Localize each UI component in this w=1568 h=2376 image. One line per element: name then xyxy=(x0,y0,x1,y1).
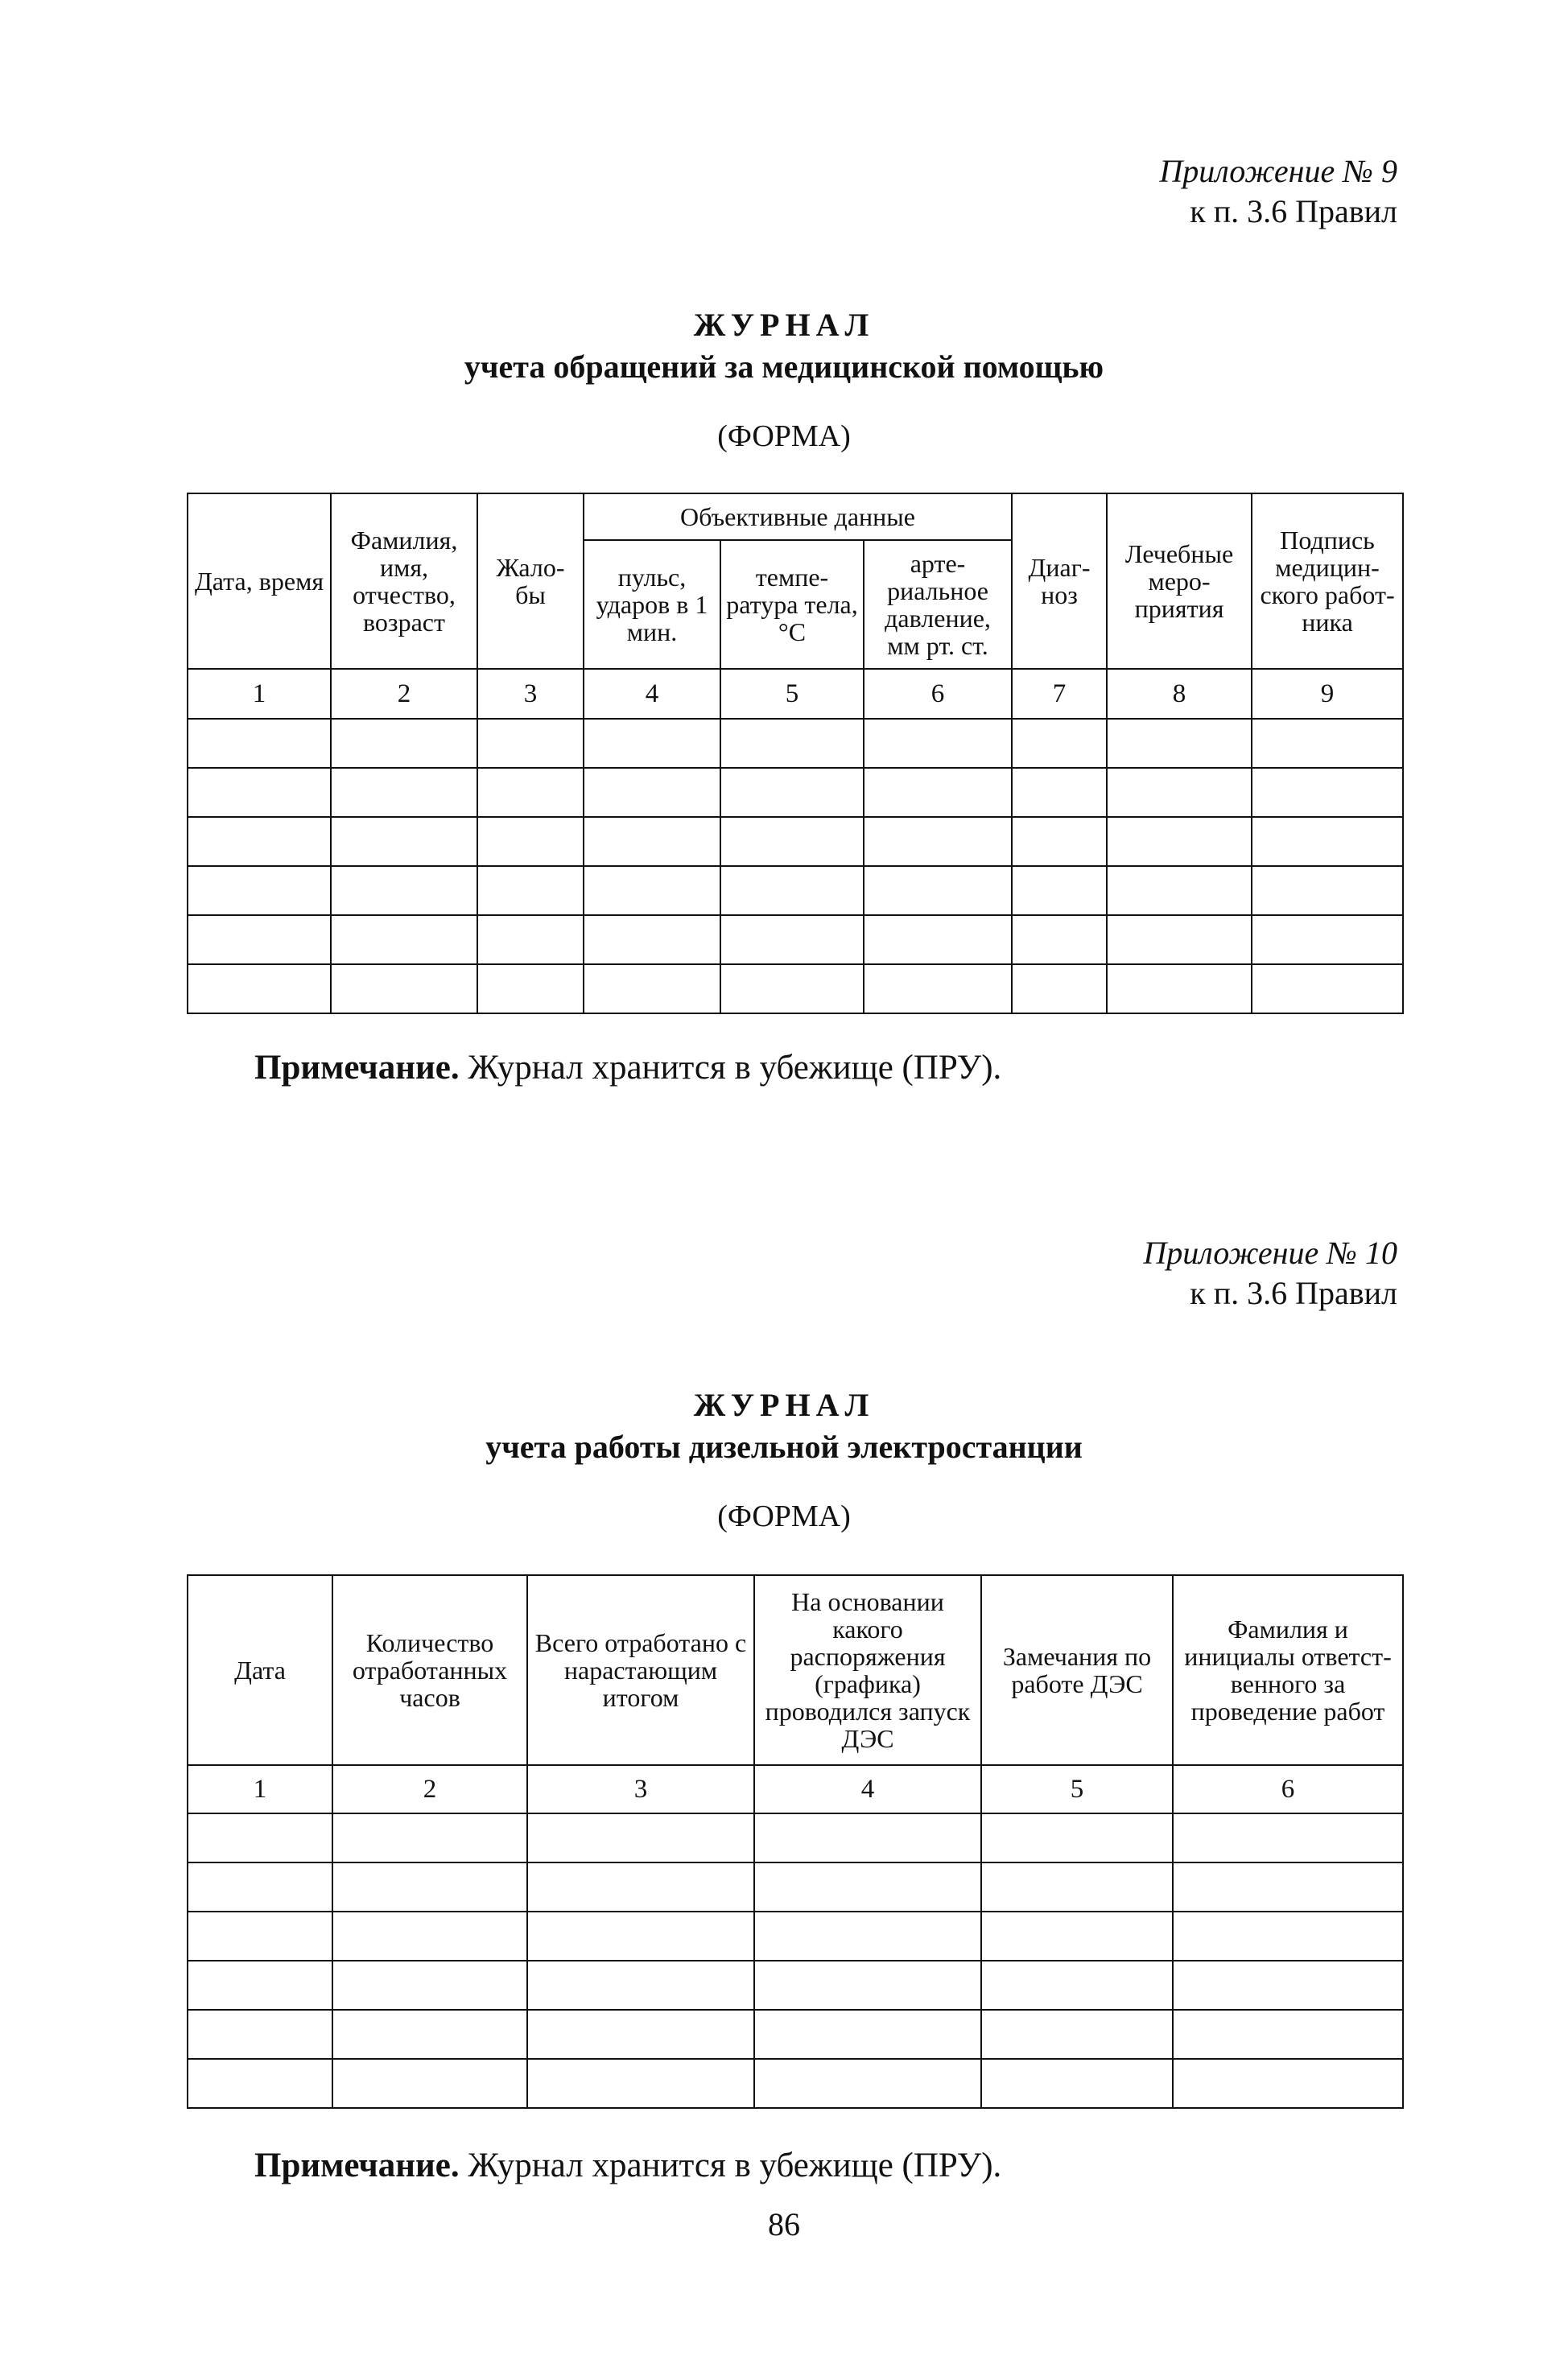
empty-cell xyxy=(981,1813,1173,1862)
empty-cell xyxy=(864,964,1012,1013)
empty-cell xyxy=(527,1813,754,1862)
journal-2-title: ЖУРНАЛ xyxy=(693,1387,875,1423)
column-number: 2 xyxy=(332,1765,527,1813)
empty-cell xyxy=(331,817,477,866)
empty-cell xyxy=(188,817,331,866)
empty-cell xyxy=(331,768,477,817)
empty-cell xyxy=(720,915,864,964)
empty-cell xyxy=(754,2059,981,2108)
appendix-10-header xyxy=(1143,1233,1397,1314)
column-number: 7 xyxy=(1012,669,1107,719)
header-signature: Подпись медицин- ского работ- ника xyxy=(1252,493,1403,669)
empty-cell xyxy=(188,2010,332,2059)
empty-cell xyxy=(981,1961,1173,2010)
empty-cell xyxy=(188,768,331,817)
empty-table-row xyxy=(188,768,1403,817)
appendix-9-label: Приложение № 9 xyxy=(1159,153,1397,189)
journal-1-title: ЖУРНАЛ xyxy=(693,307,875,343)
note-text: Журнал хранится в убежище (ПРУ). xyxy=(459,2147,1002,2184)
journal-1-title-block xyxy=(0,304,1568,388)
column-number-row xyxy=(188,669,1403,719)
empty-cell xyxy=(1252,915,1403,964)
empty-table-row xyxy=(188,964,1403,1013)
empty-cell xyxy=(1173,2010,1403,2059)
header-remarks: Замечания по работе ДЭС xyxy=(981,1575,1173,1765)
column-number: 8 xyxy=(1107,669,1252,719)
empty-cell xyxy=(477,768,584,817)
empty-cell xyxy=(331,866,477,915)
empty-cell xyxy=(1012,866,1107,915)
empty-cell xyxy=(981,2010,1173,2059)
empty-cell xyxy=(188,1862,332,1912)
journal-2-table xyxy=(187,1574,1404,2109)
header-full-name: Фамилия, имя, отчество, возраст xyxy=(331,493,477,669)
journal-1-table xyxy=(187,493,1404,1014)
empty-cell xyxy=(1107,768,1252,817)
column-number: 4 xyxy=(754,1765,981,1813)
page-number: 86 xyxy=(768,2206,800,2242)
note-label: Примечание. xyxy=(254,2147,460,2184)
appendix-9-reference: к п. 3.6 Правил xyxy=(1190,193,1397,229)
empty-cell xyxy=(527,2059,754,2108)
note-label: Примечание. xyxy=(254,1049,460,1087)
empty-cell xyxy=(477,817,584,866)
empty-cell xyxy=(332,1813,527,1862)
empty-cell xyxy=(477,866,584,915)
empty-cell xyxy=(720,817,864,866)
empty-cell xyxy=(864,866,1012,915)
empty-table-row xyxy=(188,1813,1403,1862)
empty-table-row xyxy=(188,2059,1403,2108)
empty-table-row xyxy=(188,2010,1403,2059)
column-number: 9 xyxy=(1252,669,1403,719)
empty-cell xyxy=(1252,768,1403,817)
header-hours-worked: Количество отработанных часов xyxy=(332,1575,527,1765)
empty-cell xyxy=(864,817,1012,866)
header-temperature: темпе- ратура тела, °С xyxy=(720,540,864,669)
empty-cell xyxy=(332,1862,527,1912)
appendix-9-header xyxy=(1159,151,1397,232)
empty-cell xyxy=(477,964,584,1013)
empty-cell xyxy=(584,768,720,817)
empty-cell xyxy=(720,768,864,817)
empty-cell xyxy=(477,719,584,768)
empty-cell xyxy=(720,866,864,915)
empty-cell xyxy=(1173,1813,1403,1862)
empty-cell xyxy=(1012,915,1107,964)
header-date-time: Дата, время xyxy=(188,493,331,669)
header-responsible-person: Фамилия и инициалы ответст- венного за проведение работ xyxy=(1173,1575,1403,1765)
empty-cell xyxy=(527,1961,754,2010)
header-pulse: пульс, ударов в 1 мин. xyxy=(584,540,720,669)
empty-cell xyxy=(331,719,477,768)
column-number-row xyxy=(188,1765,1403,1813)
column-number: 5 xyxy=(981,1765,1173,1813)
header-total-worked: Всего отработано с нарастающим итогом xyxy=(527,1575,754,1765)
empty-cell xyxy=(754,1862,981,1912)
empty-table-row xyxy=(188,817,1403,866)
empty-cell xyxy=(720,964,864,1013)
journal-1-form-label: (ФОРМА) xyxy=(717,419,851,453)
header-launch-basis: На основании какого распоряжения (графика) проводился запуск ДЭС xyxy=(754,1575,981,1765)
header-treatment: Лечебные меро- приятия xyxy=(1107,493,1252,669)
empty-cell xyxy=(1107,915,1252,964)
empty-cell xyxy=(1107,866,1252,915)
column-number: 4 xyxy=(584,669,720,719)
empty-cell xyxy=(1173,1961,1403,2010)
header-diagnosis: Диаг- ноз xyxy=(1012,493,1107,669)
empty-cell xyxy=(754,1813,981,1862)
empty-cell xyxy=(1252,817,1403,866)
column-number: 1 xyxy=(188,1765,332,1813)
empty-cell xyxy=(1107,719,1252,768)
empty-cell xyxy=(864,915,1012,964)
empty-cell xyxy=(188,2059,332,2108)
journal-2-title-block xyxy=(0,1384,1568,1468)
empty-cell xyxy=(864,719,1012,768)
empty-cell xyxy=(981,1862,1173,1912)
empty-cell xyxy=(1012,719,1107,768)
column-number: 3 xyxy=(477,669,584,719)
empty-cell xyxy=(331,915,477,964)
column-number: 5 xyxy=(720,669,864,719)
empty-cell xyxy=(1107,817,1252,866)
column-number: 1 xyxy=(188,669,331,719)
empty-cell xyxy=(188,1961,332,2010)
empty-cell xyxy=(188,719,331,768)
empty-cell xyxy=(584,915,720,964)
empty-cell xyxy=(188,1813,332,1862)
empty-cell xyxy=(188,915,331,964)
empty-cell xyxy=(584,866,720,915)
empty-cell xyxy=(1252,719,1403,768)
empty-cell xyxy=(584,964,720,1013)
empty-cell xyxy=(1012,817,1107,866)
empty-cell xyxy=(981,1912,1173,1961)
header-pressure: арте- риальное давление, мм рт. ст. xyxy=(864,540,1012,669)
empty-cell xyxy=(332,2059,527,2108)
empty-cell xyxy=(584,817,720,866)
empty-cell xyxy=(332,1912,527,1961)
empty-cell xyxy=(188,866,331,915)
journal-1-subtitle: учета обращений за медицинской помощью xyxy=(464,349,1104,385)
column-number: 6 xyxy=(1173,1765,1403,1813)
empty-cell xyxy=(584,719,720,768)
empty-cell xyxy=(1252,866,1403,915)
empty-table-row xyxy=(188,1862,1403,1912)
empty-cell xyxy=(527,2010,754,2059)
journal-2-subtitle: учета работы дизельной электростанции xyxy=(485,1429,1083,1465)
empty-cell xyxy=(1173,2059,1403,2108)
empty-cell xyxy=(1012,768,1107,817)
empty-cell xyxy=(981,2059,1173,2108)
empty-cell xyxy=(332,2010,527,2059)
empty-cell xyxy=(1012,964,1107,1013)
empty-cell xyxy=(720,719,864,768)
journal-2-note xyxy=(254,2144,1001,2188)
journal-1-note xyxy=(254,1046,1001,1090)
empty-table-row xyxy=(188,915,1403,964)
empty-cell xyxy=(754,1912,981,1961)
empty-cell xyxy=(1173,1912,1403,1961)
header-date: Дата xyxy=(188,1575,332,1765)
empty-cell xyxy=(1173,1862,1403,1912)
empty-cell xyxy=(1252,964,1403,1013)
journal-2-form-label: (ФОРМА) xyxy=(717,1499,851,1533)
appendix-10-label: Приложение № 10 xyxy=(1143,1235,1397,1271)
column-number: 3 xyxy=(527,1765,754,1813)
header-objective-data: Объективные данные xyxy=(584,493,1012,540)
appendix-10-reference: к п. 3.6 Правил xyxy=(1190,1275,1397,1311)
column-number: 2 xyxy=(331,669,477,719)
empty-table-row xyxy=(188,719,1403,768)
empty-cell xyxy=(754,2010,981,2059)
empty-cell xyxy=(332,1961,527,2010)
column-number: 6 xyxy=(864,669,1012,719)
empty-table-row xyxy=(188,1912,1403,1961)
empty-cell xyxy=(331,964,477,1013)
empty-cell xyxy=(1107,964,1252,1013)
note-text: Журнал хранится в убежище (ПРУ). xyxy=(459,1049,1002,1087)
empty-cell xyxy=(527,1862,754,1912)
empty-table-row xyxy=(188,1961,1403,2010)
empty-cell xyxy=(188,1912,332,1961)
empty-cell xyxy=(864,768,1012,817)
header-complaints: Жало- бы xyxy=(477,493,584,669)
empty-cell xyxy=(754,1961,981,2010)
empty-cell xyxy=(477,915,584,964)
empty-table-row xyxy=(188,866,1403,915)
empty-cell xyxy=(527,1912,754,1961)
empty-cell xyxy=(188,964,331,1013)
